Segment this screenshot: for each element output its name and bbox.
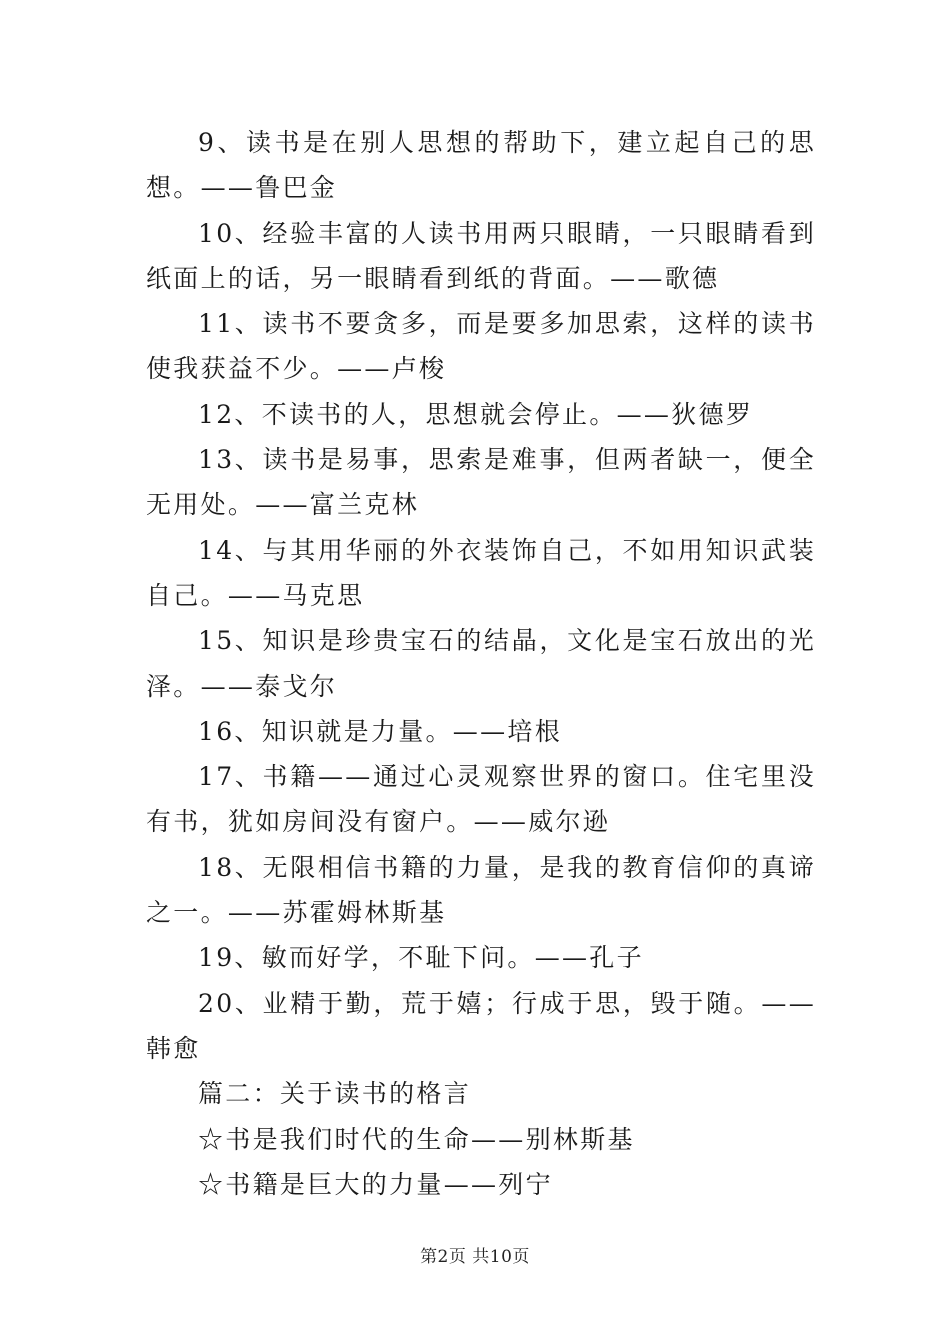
- quote-19: 19、敏而好学，不耻下问。——孔子: [198, 943, 644, 973]
- quote-15: 15、知识是珍贵宝石的结晶，文化是宝石放出的光泽。——泰戈尔: [146, 626, 816, 701]
- quote-17: 17、书籍——通过心灵观察世界的窗口。住宅里没有书，犹如房间没有窗户。——威尔逊: [146, 762, 816, 837]
- quote-20: 20、业精于勤，荒于嬉；行成于思，毁于随。——韩愈: [146, 988, 816, 1063]
- quote-14: 14、与其用华丽的外衣装饰自己，不如用知识武装自己。——马克思: [146, 535, 816, 610]
- quote-12: 12、不读书的人，思想就会停止。——狄德罗: [198, 399, 754, 429]
- quote-13: 13、读书是易事，思索是难事，但两者缺一，便全无用处。——富兰克林: [146, 445, 816, 520]
- section-heading: 篇二：关于读书的格言: [198, 1079, 472, 1109]
- maxim-1: ☆书是我们时代的生命——别林斯基: [198, 1124, 635, 1154]
- quote-18: 18、无限相信书籍的力量，是我的教育信仰的真谛之一。——苏霍姆林斯基: [146, 852, 816, 928]
- page-body: [146, 120, 816, 1207]
- quote-10: 10、经验丰富的人读书用两只眼睛，一只眼睛看到纸面上的话，另一眼睛看到纸的背面。——歌德: [146, 218, 816, 293]
- page-footer: 第2页 共10页: [420, 1247, 530, 1267]
- quote-16: 16、知识就是力量。——培根: [198, 716, 563, 746]
- maxim-2: ☆书籍是巨大的力量——列宁: [198, 1169, 553, 1199]
- quote-9: 9、读书是在别人思想的帮助下，建立起自己的思想。——鲁巴金: [146, 128, 816, 203]
- quote-11: 11、读书不要贪多，而是要多加思索，这样的读书使我获益不少。——卢梭: [146, 309, 816, 384]
